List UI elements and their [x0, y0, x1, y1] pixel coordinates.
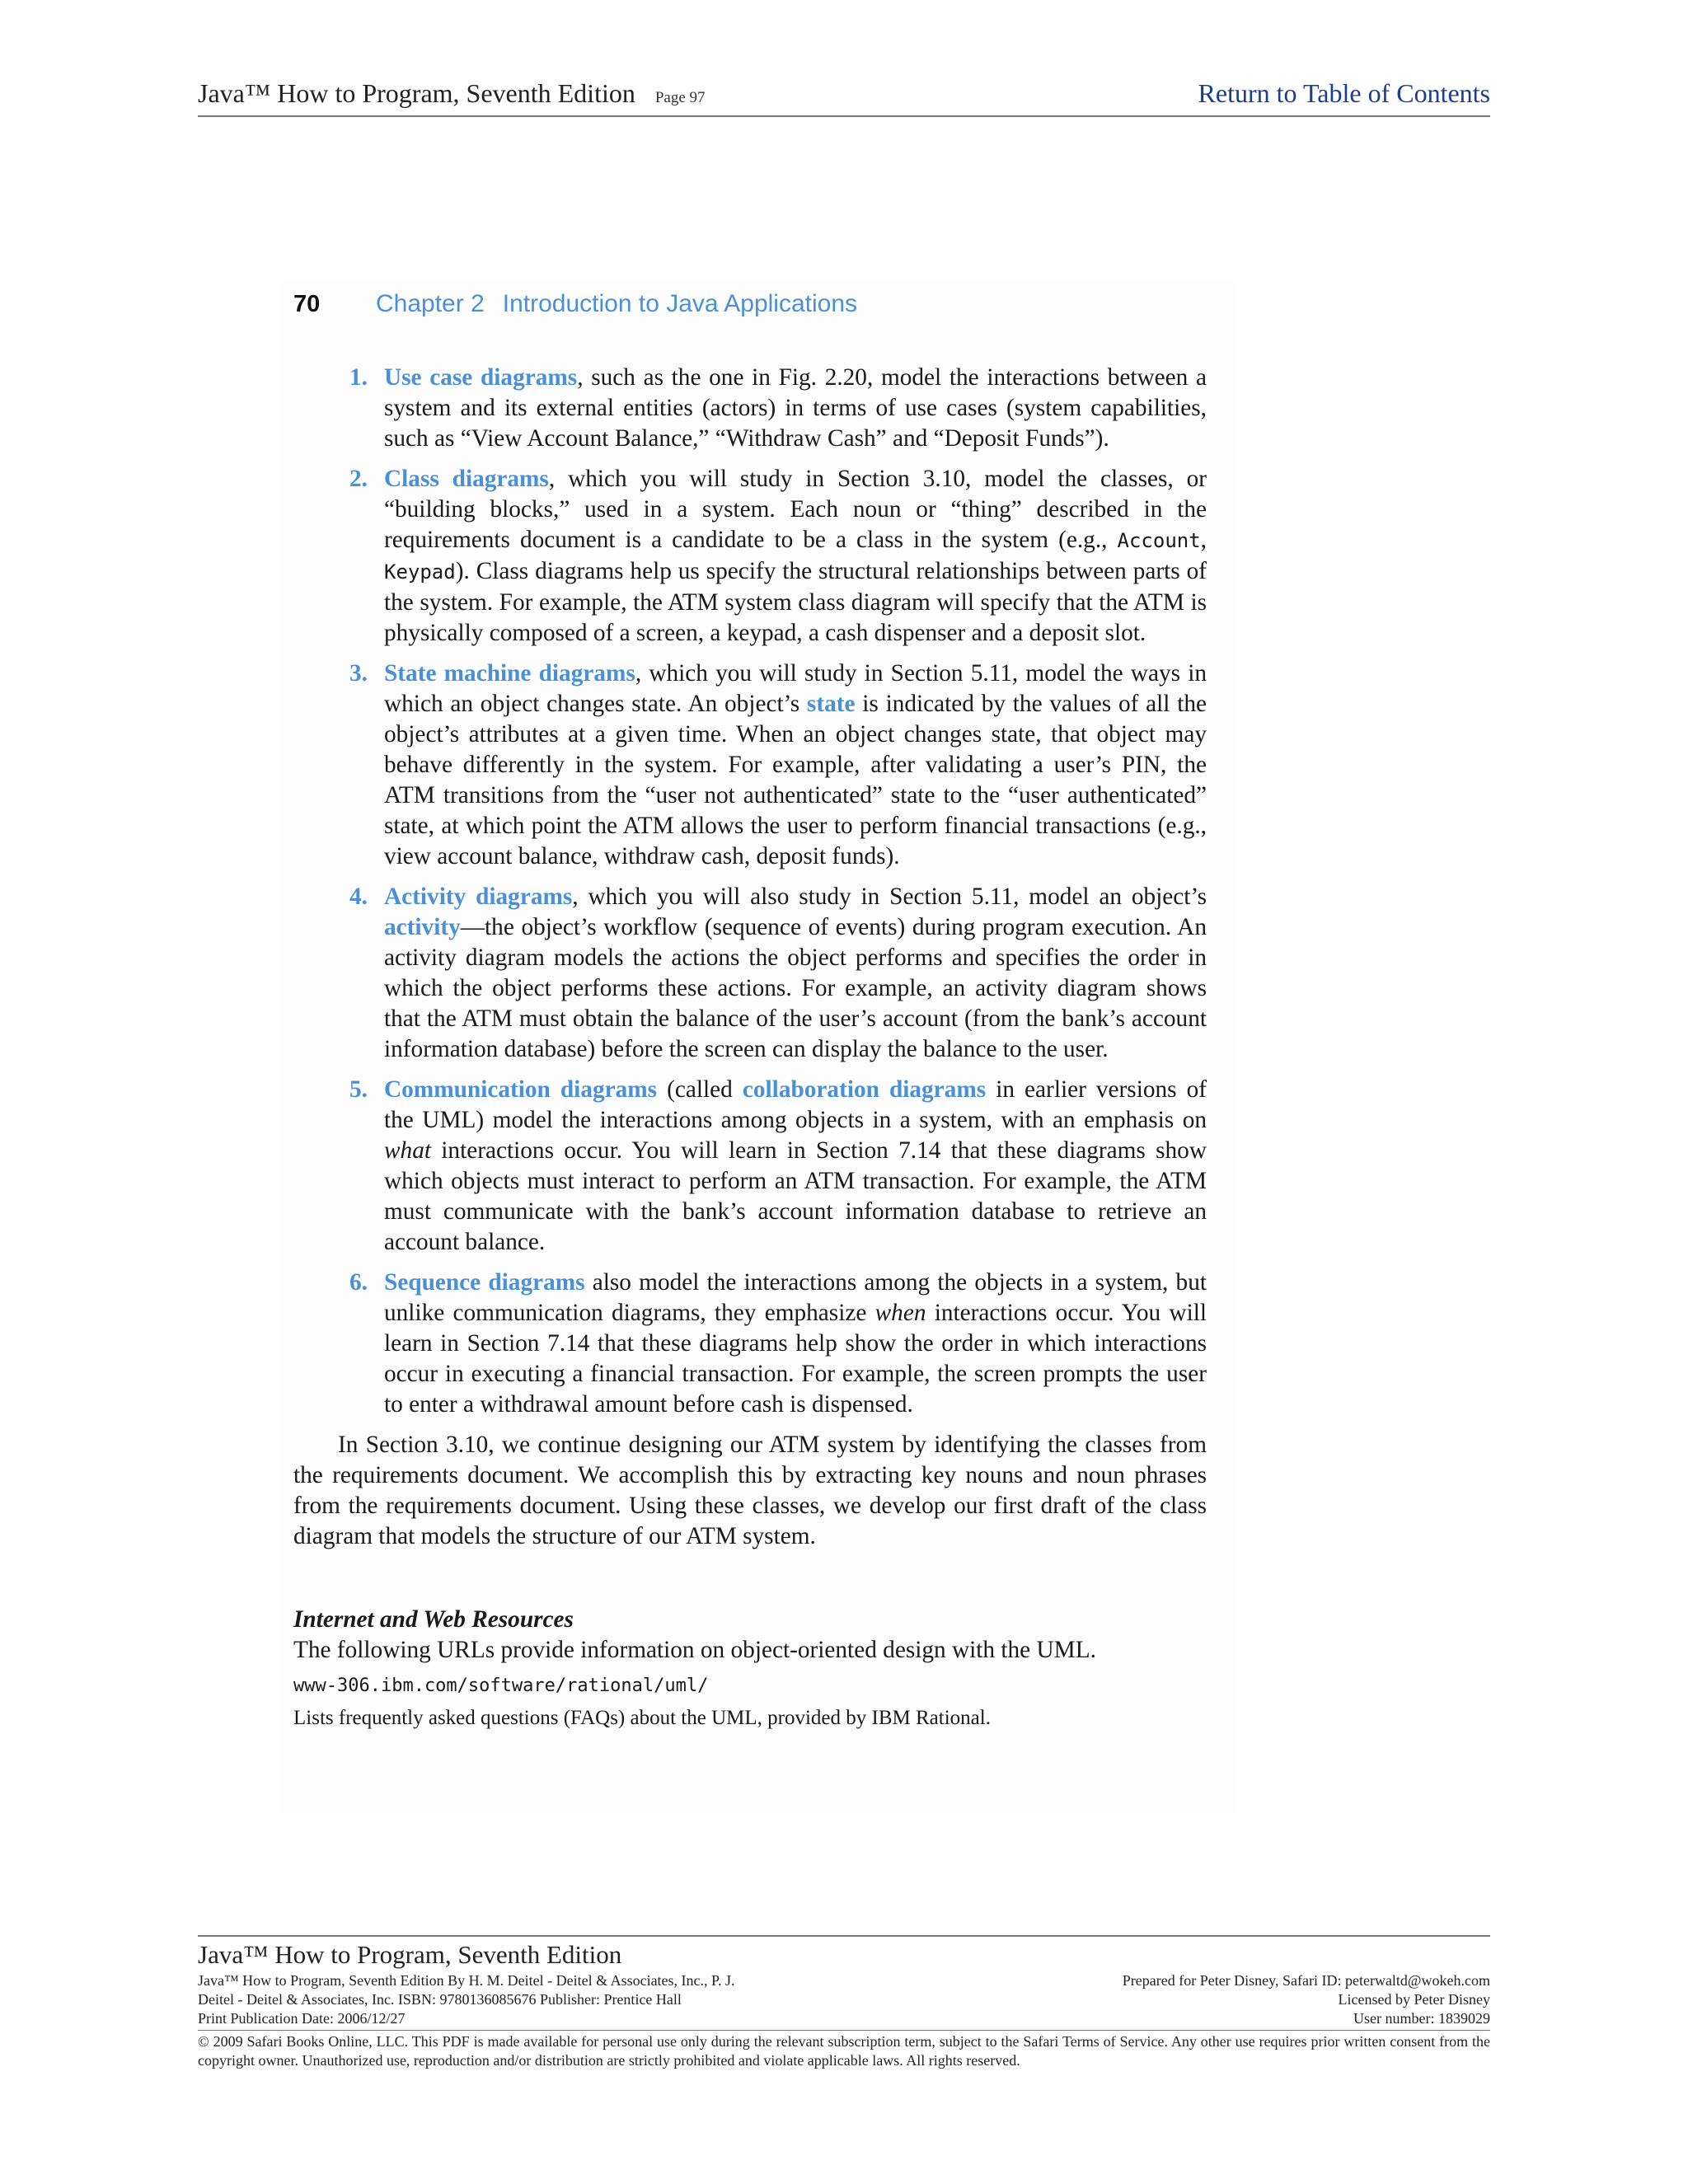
item-text: also model the interactions among the objects in a system, but unlike communication diagrams, they emphasize	[384, 1269, 1207, 1326]
list-item	[293, 363, 1207, 454]
body-text	[293, 363, 1207, 1733]
item-text: interactions occur. You will learn in Section 7.14 that these diagrams show which objects must interact to perform an ATM transaction. For example, the ATM must communicate with the bank’s account information database to retrieve an account balance.	[384, 1137, 1207, 1255]
item-text: , which you will also study in Section 5.11, model an object’s	[572, 883, 1207, 910]
chapter-label: Chapter 2	[376, 290, 485, 317]
emphasis: when	[874, 1300, 926, 1326]
footer-row	[198, 2009, 1490, 2028]
item-text: in earlier versions of the UML) model the interactions among objects in a system, with an emphasis on	[384, 1076, 1207, 1133]
header-page-label: Page 97	[654, 89, 706, 106]
list-item	[293, 1075, 1207, 1258]
footer-row	[198, 1990, 1490, 2009]
footer-book-info: Java™ How to Program, Seventh Edition By H. M. Deitel - Deitel & Associates, Inc., P. J.	[198, 1972, 735, 1989]
code-term: Keypad	[384, 560, 456, 583]
key-term: Sequence diagrams	[384, 1269, 585, 1296]
item-text: is indicated by the values of all the object’s attributes at a given time. When an object changes state, that object may behave differently in the system. For example, after validating a user’s PIN, the ATM transitions from the “user not authenticated” state to the “user authenticated” state, at which point the ATM allows the user to perform financial transactions (e.g., view account balance, withdraw cash, deposit funds).	[384, 691, 1207, 869]
item-text: ,	[1200, 527, 1207, 553]
list-number: 6.	[349, 1269, 368, 1296]
list-item	[293, 464, 1207, 649]
header-book-title-text: Java™ How to Program, Seventh Edition	[198, 78, 635, 108]
key-term: Class diagrams	[384, 466, 549, 492]
footer-publication-date: Print Publication Date: 2006/12/27	[198, 2010, 406, 2027]
list-number: 3.	[349, 660, 368, 687]
key-term: state	[806, 691, 856, 717]
list-item	[293, 1268, 1207, 1420]
item-text: , such as the one in Fig. 2.20, model the interactions between a system and its external entities (actors) in terms of use cases (system capabilities, such as “View Account Balance,” “Withdraw Cash” and “Deposit Funds”).	[384, 364, 1207, 452]
key-term: Activity diagrams	[384, 883, 573, 910]
item-text: —the object’s workflow (sequence of events) during program execution. An activity diagram models the actions the object performs and specifies the order in which the object performs these actions. For example, an activity diagram shows that the ATM must obtain the balance of the user’s account (from the bank’s account information database) before the screen can display the balance to the user.	[384, 914, 1207, 1062]
book-page	[280, 280, 1236, 1813]
footer-prepared-for: Prepared for Peter Disney, Safari ID: peterwaltd@wokeh.com	[1122, 1972, 1490, 1989]
item-text: , which you will study in Section 5.11, model the ways in which an object changes state. An object’s	[384, 660, 1207, 717]
resource-url: www-306.ibm.com/software/rational/uml/	[293, 1675, 709, 1696]
item-text: (called	[657, 1076, 743, 1103]
key-term: State machine diagrams	[384, 660, 635, 687]
running-head	[293, 290, 857, 318]
footer-isbn-publisher: Deitel - Deitel & Associates, Inc. ISBN: 9780136085676 Publisher: Prentice Hall	[198, 1991, 682, 2008]
header-book-title	[198, 78, 706, 109]
list-number: 5.	[349, 1076, 368, 1103]
safari-header	[198, 79, 1490, 117]
item-text: , which you will study in Section 3.10, model the classes, or “building blocks,” used in a system. Each noun or “thing” described in the requirements document is a candidate to be a class in the system (e.g.,	[384, 466, 1207, 553]
footer-legal-notice: © 2009 Safari Books Online, LLC. This PDF is made available for personal use only during the relevant subscription term, subject to the Safari Terms of Service. Any other use requires prior written consent from the copyright owner. Unauthorized use, reproduction and/or distribution are strictly prohibited and violate applicable laws. All rights reserved.	[198, 2030, 1490, 2070]
safari-footer	[198, 1935, 1490, 2070]
resource-url-description: Lists frequently asked questions (FAQs) about the UML, provided by IBM Rational.	[293, 1707, 991, 1729]
item-text: interactions occur. You will learn in Section 7.14 that these diagrams help show the order in which interactions occur in executing a financial transaction. For example, the screen prompts the user to enter a withdrawal amount before cash is dispensed.	[384, 1300, 1207, 1418]
list-number: 4.	[349, 883, 368, 910]
key-term: Communication diagrams	[384, 1076, 658, 1103]
key-term: collaboration diagrams	[742, 1076, 987, 1103]
list-number: 2.	[349, 466, 368, 492]
key-term: Use case diagrams	[384, 364, 578, 391]
resources-intro: The following URLs provide information on object-oriented design with the UML.	[293, 1637, 1096, 1663]
footer-user-number: User number: 1839029	[1353, 2010, 1490, 2027]
return-to-toc-link[interactable]: Return to Table of Contents	[1198, 78, 1490, 108]
list-item	[293, 658, 1207, 872]
list-item	[293, 882, 1207, 1065]
footer-book-title: Java™ How to Program, Seventh Edition	[198, 1940, 622, 1969]
item-text: ). Class diagrams help us specify the structural relationships between parts of the system. For example, the ATM system class diagram will specify that the ATM is physically composed of a screen, a keypad, a cash dispenser and a deposit slot.	[384, 558, 1207, 646]
page-folio: 70	[293, 291, 321, 317]
chapter-title: Introduction to Java Applications	[502, 290, 858, 317]
list-number: 1.	[349, 364, 368, 391]
emphasis: what	[384, 1137, 431, 1164]
code-term: Account	[1117, 529, 1201, 552]
key-term: activity	[384, 914, 461, 940]
footer-row	[198, 1971, 1490, 1990]
footer-licensed-by: Licensed by Peter Disney	[1338, 1991, 1490, 2008]
closing-paragraph: In Section 3.10, we continue designing our ATM system by identifying the classes from the requirements document. We accomplish this by extracting key nouns and noun phrases from the requirements document. Using these classes, we develop our first draft of the class diagram that models the structure of our ATM system.	[293, 1432, 1207, 1549]
uml-diagram-list	[293, 363, 1207, 1420]
section-heading: Internet and Web Resources	[293, 1606, 574, 1633]
